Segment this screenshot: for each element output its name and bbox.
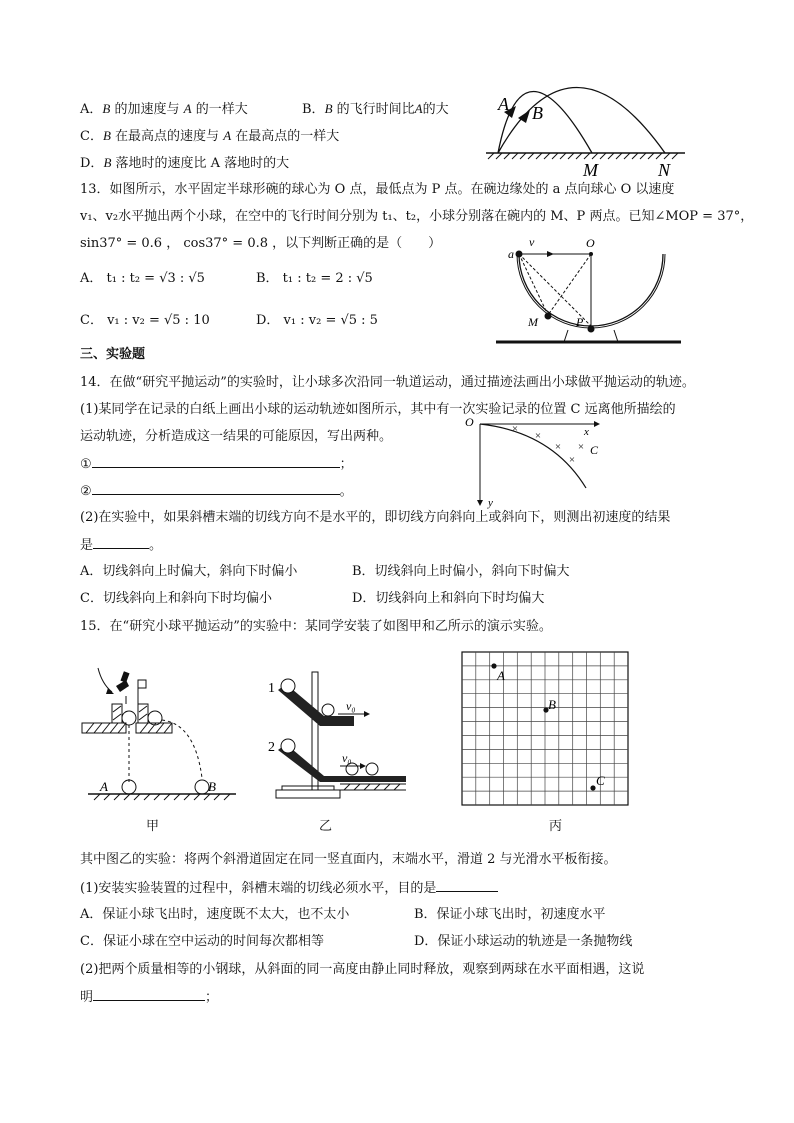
- label-a: A: [498, 94, 509, 114]
- svg-text:v₀: v₀: [346, 699, 356, 713]
- q15-part2-line1: (2)把两个质量相等的小钢球，从斜面的同一高度由静止同时释放，观察到两球在水平面相遇，这说: [80, 962, 645, 977]
- stand-base: [276, 790, 340, 798]
- answer-blank-3[interactable]: [93, 536, 149, 549]
- answer-blank-4[interactable]: [436, 879, 498, 892]
- svg-text:C: C: [590, 443, 599, 457]
- q13-option-d[interactable]: D． v₁ : v₂ = √5 : 5: [256, 313, 378, 328]
- ball-a: [516, 251, 523, 258]
- point-c: [590, 785, 595, 790]
- q14-answer-2[interactable]: ② 。: [80, 484, 353, 499]
- q12-projectile-figure: [480, 70, 700, 182]
- v0-arrow-1-icon: [364, 711, 370, 717]
- ball-2-start: [281, 739, 295, 753]
- q14-option-b[interactable]: B．切线斜向上时偏小，斜向下时偏大: [352, 564, 570, 579]
- q14-option-c[interactable]: C．切线斜向上和斜向下时均偏小: [80, 591, 272, 606]
- q14-part2-line2[interactable]: 是 。: [80, 538, 163, 553]
- label-b: B: [532, 103, 543, 123]
- svg-text:x: x: [584, 426, 589, 438]
- q14-option-a[interactable]: A．切线斜向上时偏大，斜向下时偏小: [80, 564, 298, 579]
- y-axis-arrow-icon: [477, 500, 483, 506]
- q15-option-d[interactable]: D．保证小球运动的轨迹是一条抛物线: [414, 934, 633, 949]
- svg-text:×: ×: [577, 441, 585, 453]
- answer-blank-5[interactable]: [93, 988, 205, 1001]
- q15-option-a[interactable]: A．保证小球飞出时，速度既不太大，也不太小: [80, 907, 350, 922]
- trajectory-a: [498, 92, 592, 154]
- svg-text:A: A: [497, 668, 505, 683]
- svg-text:×: ×: [568, 454, 576, 466]
- hammer-icon: [116, 671, 130, 692]
- svg-text:O: O: [586, 236, 595, 250]
- svg-text:×: ×: [554, 441, 562, 453]
- ball-m: [545, 313, 552, 320]
- svg-text:×: ×: [534, 430, 542, 442]
- svg-text:v₀: v₀: [342, 751, 352, 765]
- q15-figure-yi: [264, 662, 414, 804]
- q15-figure-jia: [80, 660, 240, 805]
- svg-text:C: C: [596, 773, 605, 788]
- svg-text:y: y: [488, 497, 493, 509]
- q15-description: 其中图乙的实验：将两个斜滑道固定在同一竖直面内，末端水平，滑道 2 与光滑水平板衔接。: [80, 852, 617, 867]
- q13-option-b[interactable]: B． t₁ : t₂ = 2 : √5: [256, 271, 373, 286]
- q15-option-c[interactable]: C．保证小球在空中运动的时间每次都相等: [80, 934, 324, 949]
- q14-part1-line2: 运动轨迹，分析造成这一结果的可能原因，写出两种。: [80, 429, 393, 444]
- point-a: [491, 663, 496, 668]
- hit-arrow-icon: [106, 688, 114, 694]
- q13-stem-line2: v₁、v₂水平抛出两个小球，在空中的飞行时间分别为 t₁、t₂，小球分别落在碗内的 M、P 两点。已知∠MOP = 37°，: [80, 209, 754, 224]
- ball-1-end: [322, 704, 334, 716]
- q15-option-b[interactable]: B．保证小球飞出时，初速度水平: [414, 907, 606, 922]
- svg-text:P: P: [576, 315, 584, 329]
- svg-text:M: M: [528, 315, 538, 329]
- q12-option-d[interactable]: D．B 落地时的速度比 A 落地时的大: [80, 155, 290, 171]
- q12-option-b[interactable]: B．B 的飞行时间比A的大: [302, 101, 449, 117]
- q13-stem-line3: sin37° = 0.6 ， cos37° = 0.8 ，以下判断正确的是（ ）: [80, 236, 442, 251]
- answer-blank-2[interactable]: [92, 482, 340, 495]
- q13-stem-line1: 13．如图所示，水平固定半球形碗的球心为 O 点，最低点为 P 点。在碗边缘处的 a 点向球心 O 以速度: [80, 182, 675, 197]
- label-m: M: [583, 160, 598, 180]
- ball-a-start: [122, 711, 136, 725]
- ball-a-end: [122, 780, 136, 794]
- q12-option-c[interactable]: C．B 在最高点的速度与 A 在最高点的一样大: [80, 128, 340, 144]
- svg-text:2: 2: [268, 740, 275, 755]
- q13-option-a[interactable]: A． t₁ : t₂ = √3 : √5: [80, 271, 205, 286]
- q15-intro: 15．在“研究小球平抛运动”的实验中：某同学安装了如图甲和乙所示的演示实验。: [80, 619, 552, 634]
- svg-text:B: B: [208, 779, 216, 794]
- answer-blank-1[interactable]: [92, 455, 340, 468]
- caption-bing: 丙: [549, 819, 563, 834]
- svg-text:O: O: [465, 415, 474, 429]
- q14-part2-line1: (2)在实验中，如果斜槽末端的切线方向不是水平的，即切线方向斜向上或斜向下，则测出初速度的结果: [80, 510, 671, 525]
- ball-p: [588, 326, 595, 333]
- q14-answer-1[interactable]: ① ；: [80, 457, 353, 472]
- caption-yi: 乙: [319, 819, 333, 834]
- q14-option-d[interactable]: D．切线斜向上和斜向下时均偏大: [352, 591, 545, 606]
- velocity-arrow-icon: [547, 251, 554, 257]
- svg-text:A: A: [100, 779, 108, 794]
- q15-part2-line2[interactable]: 明 ；: [80, 990, 219, 1005]
- caption-jia: 甲: [146, 819, 160, 834]
- svg-text:B: B: [548, 697, 556, 712]
- q12-option-a[interactable]: A．B 的加速度与 A 的一样大: [80, 101, 248, 117]
- q15-part1[interactable]: (1)安装实验装置的过程中，斜槽末端的切线必须水平，目的是: [80, 879, 498, 898]
- section-title: 三、实验题: [80, 347, 146, 362]
- svg-text:×: ×: [511, 423, 519, 435]
- q13-option-c[interactable]: C． v₁ : v₂ = √5 : 10: [80, 313, 210, 328]
- q15-figure-bing-grid: [460, 650, 630, 807]
- q14-part1-line1: (1)某同学在记录的白纸上画出小球的运动轨迹如图所示，其中有一次实验记录的位置 C 远离他所描绘的: [80, 402, 676, 417]
- x-axis-arrow-icon: [594, 421, 600, 427]
- label-n: N: [658, 160, 671, 180]
- q14-trajectory-figure: [462, 414, 612, 508]
- ball-b-end: [195, 780, 209, 794]
- svg-text:v: v: [529, 235, 535, 249]
- v0-arrow-2-icon: [360, 763, 366, 769]
- ball-1-start: [281, 679, 295, 693]
- svg-text:1: 1: [268, 681, 275, 696]
- q14-intro: 14．在做“研究平抛运动”的实验时，让小球多次沿同一轨道运动，通过描迹法画出小球做平抛运动的轨迹。: [80, 375, 695, 390]
- q13-bowl-figure: [496, 232, 686, 344]
- svg-text:a: a: [508, 247, 514, 261]
